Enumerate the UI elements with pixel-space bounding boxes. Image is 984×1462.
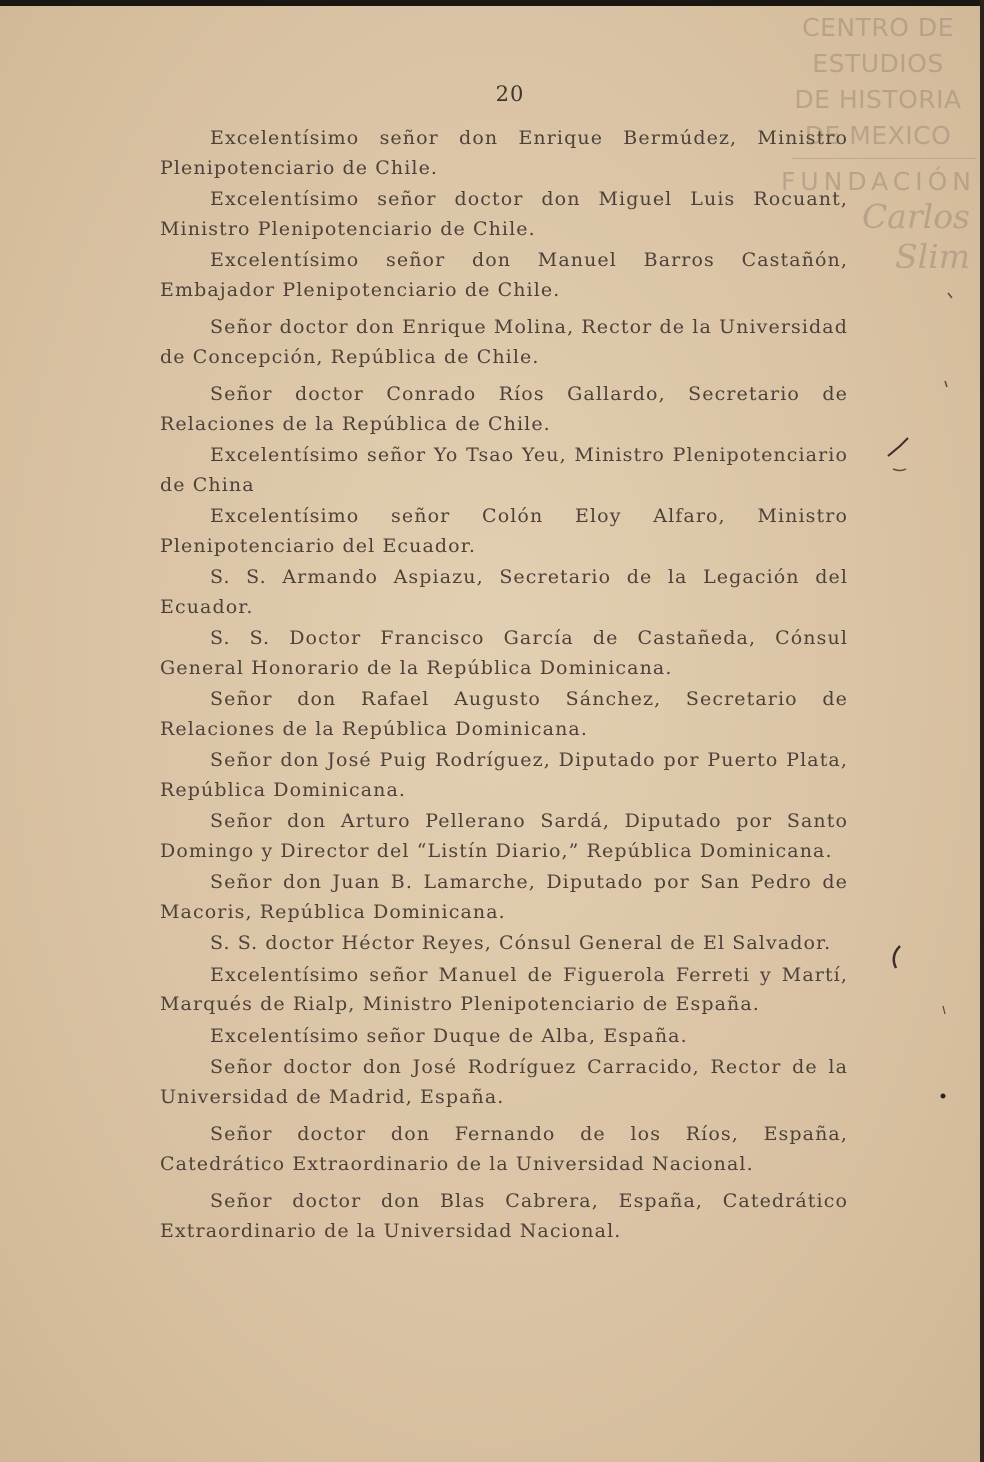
margin-marks bbox=[0, 6, 980, 1462]
list-entry: S. S. Doctor Francisco García de Castañeda, Cónsul General Honorario de la República Dominicana. bbox=[160, 627, 848, 679]
watermark-line: DE MEXICO bbox=[804, 121, 952, 150]
margin-mark bbox=[888, 438, 908, 456]
watermark-fundacion: FUNDACIÓN bbox=[780, 167, 976, 196]
list-entry: Señor don Arturo Pellerano Sardá, Diputado por Santo Domingo y Director del “Listín Diario,” República Dominicana. bbox=[160, 810, 848, 862]
margin-mark bbox=[948, 293, 952, 298]
list-entry: S. S. doctor Héctor Reyes, Cónsul General de El Salvador. bbox=[210, 932, 832, 954]
margin-mark bbox=[943, 1006, 945, 1014]
list-entry: Señor doctor Conrado Ríos Gallardo, Secretario de Relaciones de la República de Chile. bbox=[160, 383, 848, 435]
document-page bbox=[0, 6, 980, 1462]
list-entry: Señor doctor don Blas Cabrera, España, Catedrático Extraordinario de la Universidad Nacional. bbox=[160, 1190, 848, 1242]
list-entry: Señor don Juan B. Lamarche, Diputado por San Pedro de Macoris, República Dominicana. bbox=[160, 871, 848, 923]
list-entry: Excelentísimo señor Manuel de Figuerola Ferreti y Martí, Marqués de Rialp, Ministro Plenipotenciario de España. bbox=[160, 963, 848, 1015]
list-entry: Excelentísimo señor doctor don Miguel Luis Rocuant, Ministro Plenipotenciario de Chile. bbox=[160, 188, 848, 240]
list-entry: Excelentísimo señor Colón Eloy Alfaro, Ministro Plenipotenciario del Ecuador. bbox=[160, 505, 848, 557]
page-number: 20 bbox=[495, 82, 525, 106]
list-entry: Señor don Rafael Augusto Sánchez, Secretario de Relaciones de la República Dominicana. bbox=[160, 688, 848, 740]
margin-mark bbox=[945, 381, 947, 387]
list-entry: Señor doctor don Enrique Molina, Rector de la Universidad de Concepción, República de Chile. bbox=[160, 316, 848, 368]
list-entry: S. S. Armando Aspiazu, Secretario de la Legación del Ecuador. bbox=[160, 566, 848, 618]
list-entry: Señor doctor don José Rodríguez Carracido, Rector de la Universidad de Madrid, España. bbox=[160, 1056, 848, 1108]
watermark-signature: Carlos Slim bbox=[861, 197, 970, 276]
list-entry: Señor don José Puig Rodríguez, Diputado por Puerto Plata, República Dominicana. bbox=[160, 749, 848, 801]
list-entry: Excelentísimo señor Yo Tsao Yeu, Ministro Plenipotenciario de China bbox=[160, 444, 848, 496]
list-entry: Excelentísimo señor Duque de Alba, España. bbox=[210, 1024, 688, 1047]
watermark-line: CENTRO DE bbox=[802, 13, 954, 42]
margin-mark bbox=[894, 946, 900, 968]
list-entry: Excelentísimo señor don Manuel Barros Castañón, Embajador Plenipotenciario de Chile. bbox=[160, 249, 848, 301]
margin-mark bbox=[941, 1094, 946, 1099]
watermark-line: ESTUDIOS bbox=[812, 49, 944, 78]
margin-mark bbox=[893, 469, 906, 471]
watermark-line: DE HISTORIA bbox=[794, 85, 962, 114]
list-entry: Excelentísimo señor don Enrique Bermúdez, Ministro Plenipotenciario de Chile. bbox=[160, 127, 848, 179]
list-entry: Señor doctor don Fernando de los Ríos, España, Catedrático Extraordinario de la Universidad Nacional. bbox=[160, 1123, 848, 1175]
scan-edge bbox=[980, 0, 984, 1462]
